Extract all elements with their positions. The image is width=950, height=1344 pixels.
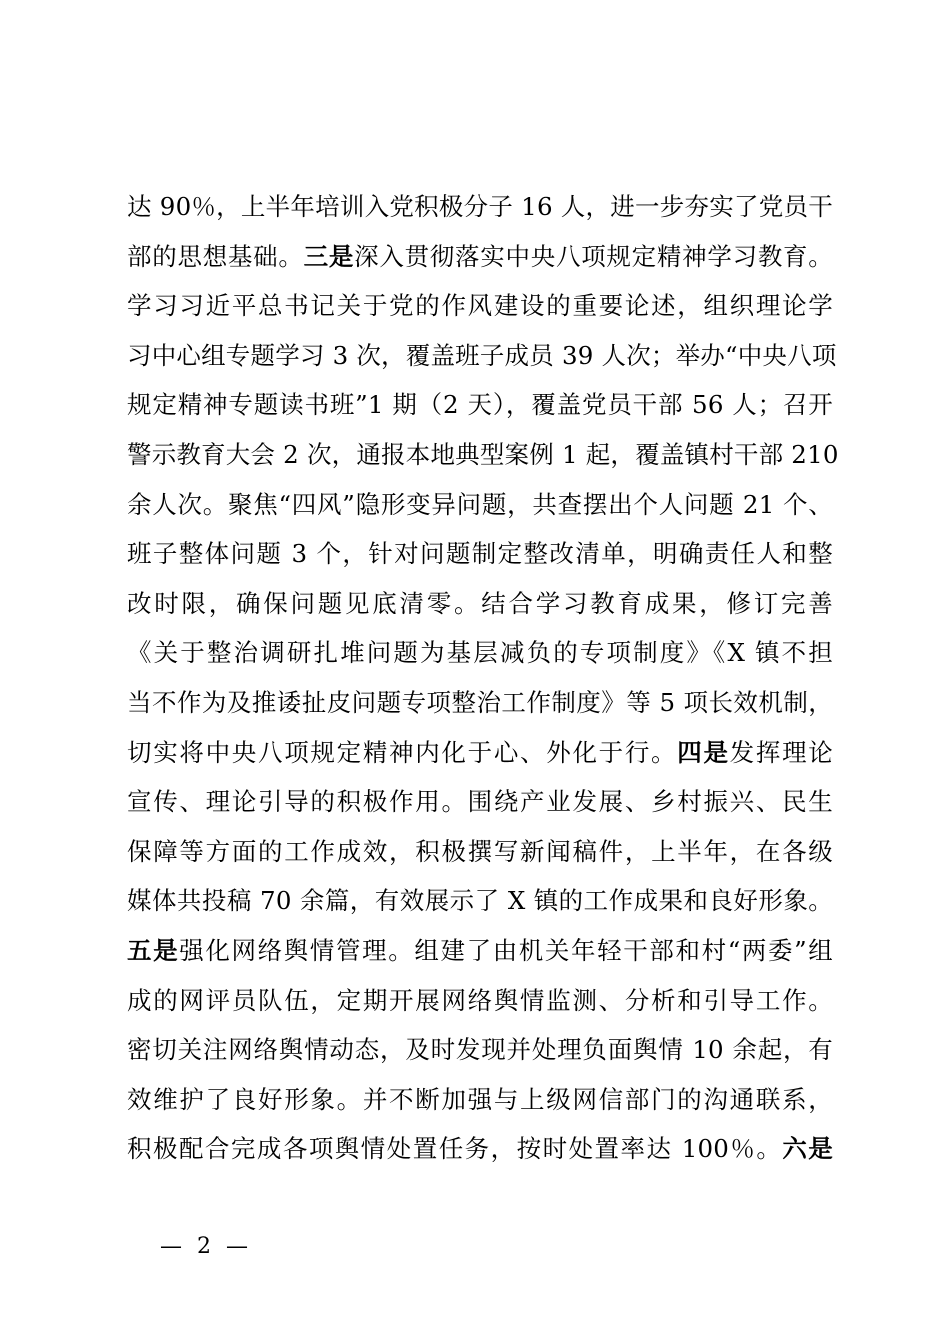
text-line <box>127 1030 833 1080</box>
text-line <box>127 881 833 931</box>
text-segment: 成的网评员队伍，定期开展网络舆情监测、分析和引导工作。 <box>127 985 833 1015</box>
text-line <box>127 286 833 336</box>
text-line <box>127 584 833 634</box>
text-segment: 宣传、理论引导的积极作用。围绕产业发展、乡村振兴、民生 <box>127 787 833 817</box>
text-segment: 当不作为及推诿扯皮问题专项整治工作制度》等 5 项长效机制， <box>127 687 833 717</box>
text-segment: 效维护了良好形象。并不断加强与上级网信部门的沟通联系， <box>127 1084 833 1114</box>
text-segment: 达 90％，上半年培训入党积极分子 16 人，进一步夯实了党员干 <box>127 192 833 221</box>
text-line <box>127 237 833 287</box>
text-segment: 密切关注网络舆情动态，及时发现并处理负面舆情 10 余起，有 <box>127 1035 833 1065</box>
text-segment: 班子整体问题 3 个，针对问题制定整改清单，明确责任人和整 <box>127 539 833 569</box>
text-line <box>127 981 833 1031</box>
text-line <box>127 534 833 584</box>
text-line <box>127 385 833 435</box>
text-segment: 保障等方面的工作成效，积极撰写新闻稿件，上半年，在各级 <box>127 836 833 866</box>
document-body <box>127 187 839 1179</box>
bold-heading: 六是 <box>782 1134 834 1164</box>
bold-heading: 五是 <box>127 935 180 965</box>
text-segment: 习中心组专题学习 3 次，覆盖班子成员 39 人次；举办“中央八项 <box>127 340 837 370</box>
text-segment: 强化网络舆情管理。组建了由机关年轻干部和村“两委”组 <box>179 935 834 965</box>
page-number: — 2 — <box>160 1234 252 1259</box>
text-line <box>127 1080 833 1130</box>
text-line <box>127 633 833 683</box>
text-segment: 媒体共投稿 70 余篇，有效展示了 X 镇的工作成果和良好形象。 <box>127 886 833 916</box>
text-segment: 《关于整治调研扎堆问题为基层减负的专项制度》《X 镇不担 <box>127 638 833 668</box>
text-line <box>127 1129 833 1179</box>
bold-heading: 四是 <box>677 737 730 767</box>
text-line <box>127 187 833 237</box>
text-line <box>127 435 839 485</box>
text-line <box>127 931 833 981</box>
text-segment: 部的思想基础。 <box>127 241 304 271</box>
text-line <box>127 832 833 882</box>
bold-heading: 三是 <box>303 241 355 271</box>
text-segment: 规定精神专题读书班”1 期（2 天），覆盖党员干部 56 人；召开 <box>127 390 833 420</box>
text-line <box>127 733 833 783</box>
text-segment: 学习习近平总书记关于党的作风建设的重要论述，组织理论学 <box>127 291 833 321</box>
text-line <box>127 782 833 832</box>
text-segment: 切实将中央八项规定精神内化于心、外化于行。 <box>127 737 678 767</box>
text-segment: 发挥理论 <box>729 737 833 767</box>
text-segment: 积极配合完成各项舆情处置任务，按时处置率达 100％。 <box>127 1134 783 1164</box>
text-line <box>127 683 833 733</box>
text-line <box>127 485 833 535</box>
text-segment: 改时限，确保问题见底清零。结合学习教育成果，修订完善 <box>127 588 833 618</box>
text-segment: 余人次。聚焦“四风”隐形变异问题，共查摆出个人问题 21 个、 <box>127 489 833 519</box>
text-segment: 深入贯彻落实中央八项规定精神学习教育。 <box>354 241 833 271</box>
text-line <box>127 336 837 386</box>
text-segment: 警示教育大会 2 次，通报本地典型案例 1 起，覆盖镇村干部 210 <box>127 439 839 469</box>
